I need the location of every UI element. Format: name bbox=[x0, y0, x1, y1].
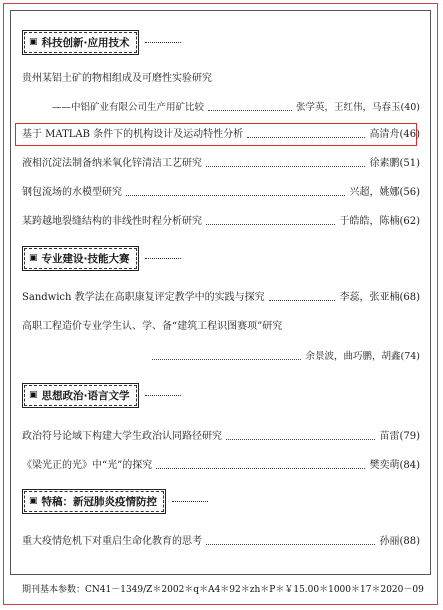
article-page: (62) bbox=[399, 216, 420, 227]
article-title: 基于 MATLAB 条件下的机构设计及运动特性分析 bbox=[22, 129, 244, 140]
article-page: (84) bbox=[399, 460, 420, 471]
section-marker-icon: ▣ bbox=[29, 37, 38, 47]
toc-entry[interactable] bbox=[22, 186, 420, 199]
article-author: 于皓皓，陈楠 bbox=[339, 216, 400, 227]
section-marker-icon: ▣ bbox=[29, 253, 38, 263]
article-title: 重大疫情危机下对重启生命化教育的思考 bbox=[22, 536, 202, 547]
section-marker-icon: ▣ bbox=[29, 496, 38, 506]
article-author: 高清舟 bbox=[369, 129, 400, 140]
article-page: (51) bbox=[399, 158, 420, 169]
section-heading-special bbox=[22, 490, 208, 512]
article-title: 某跨越地裂缝结构的非线性时程分析研究 bbox=[22, 216, 202, 227]
toc-entry-continued[interactable] bbox=[22, 350, 420, 363]
article-title: 钢包流场的水模型研究 bbox=[22, 187, 122, 198]
article-page: (68) bbox=[399, 292, 420, 303]
toc-entry[interactable] bbox=[22, 72, 420, 85]
toc-entry[interactable] bbox=[22, 291, 420, 304]
toc-entry[interactable] bbox=[22, 535, 420, 548]
article-title: 液相沉淀法制备纳米氧化锌清洁工艺研究 bbox=[22, 158, 202, 169]
article-title: Sandwich 教学法在高职康复评定教学中的实践与探究 bbox=[22, 292, 265, 303]
article-subtitle: ——中铝矿业有限公司生产用矿比较 bbox=[52, 102, 205, 113]
toc-entry[interactable] bbox=[22, 430, 420, 443]
article-title: 政治符号论域下构建大学生政治认同路径研究 bbox=[22, 431, 222, 442]
article-author: 兴超，姚娜 bbox=[349, 187, 400, 198]
article-title: 《梁光正的光》中“光”的探究 bbox=[22, 460, 153, 471]
section-heading-professional bbox=[22, 247, 181, 269]
toc-entry[interactable] bbox=[22, 459, 420, 472]
article-title: 高职工程造价专业学生认、学、备“建筑工程识图赛项”研究 bbox=[22, 321, 283, 332]
section-heading-politics bbox=[22, 384, 181, 406]
section-title: 思想政治·语言文学 bbox=[41, 389, 130, 402]
section-title: 科技创新·应用技术 bbox=[41, 36, 130, 49]
section-title: 专业建设·技能大赛 bbox=[41, 252, 130, 265]
article-page: (74) bbox=[400, 351, 420, 362]
article-page: (56) bbox=[399, 187, 420, 198]
article-author: 苗雷 bbox=[379, 431, 400, 442]
toc-entry[interactable] bbox=[22, 215, 420, 228]
toc-entry[interactable] bbox=[22, 101, 420, 114]
article-author: 余景波，曲巧鹏，胡鑫 bbox=[305, 351, 401, 362]
article-author: 张学英，王红伟，马春玉 bbox=[295, 102, 401, 113]
article-author: 樊奕萌 bbox=[369, 460, 400, 471]
article-title: 贵州某铝土矿的物相组成及可磨性实验研究 bbox=[22, 73, 212, 84]
article-page: (40) bbox=[400, 102, 420, 113]
toc-entry-highlighted[interactable] bbox=[22, 128, 420, 141]
toc-entry[interactable] bbox=[22, 157, 420, 170]
journal-parameters: 期刊基本参数：CN41－1349/Z＊2002＊q＊A4＊92＊zh＊P＊￥15.00＊1000＊17＊2020－09 bbox=[22, 585, 424, 595]
article-page: (88) bbox=[399, 536, 420, 547]
section-title: 特稿：新冠肺炎疫情防控 bbox=[41, 495, 158, 508]
article-page: (46) bbox=[399, 129, 420, 140]
article-author: 徐素鹏 bbox=[369, 158, 400, 169]
section-marker-icon: ▣ bbox=[29, 390, 38, 400]
section-heading-tech bbox=[22, 31, 181, 53]
toc-entry[interactable] bbox=[22, 320, 420, 333]
article-author: 李蕊，张亚楠 bbox=[339, 292, 400, 303]
article-page: (79) bbox=[399, 431, 420, 442]
article-author: 孙丽 bbox=[379, 536, 400, 547]
